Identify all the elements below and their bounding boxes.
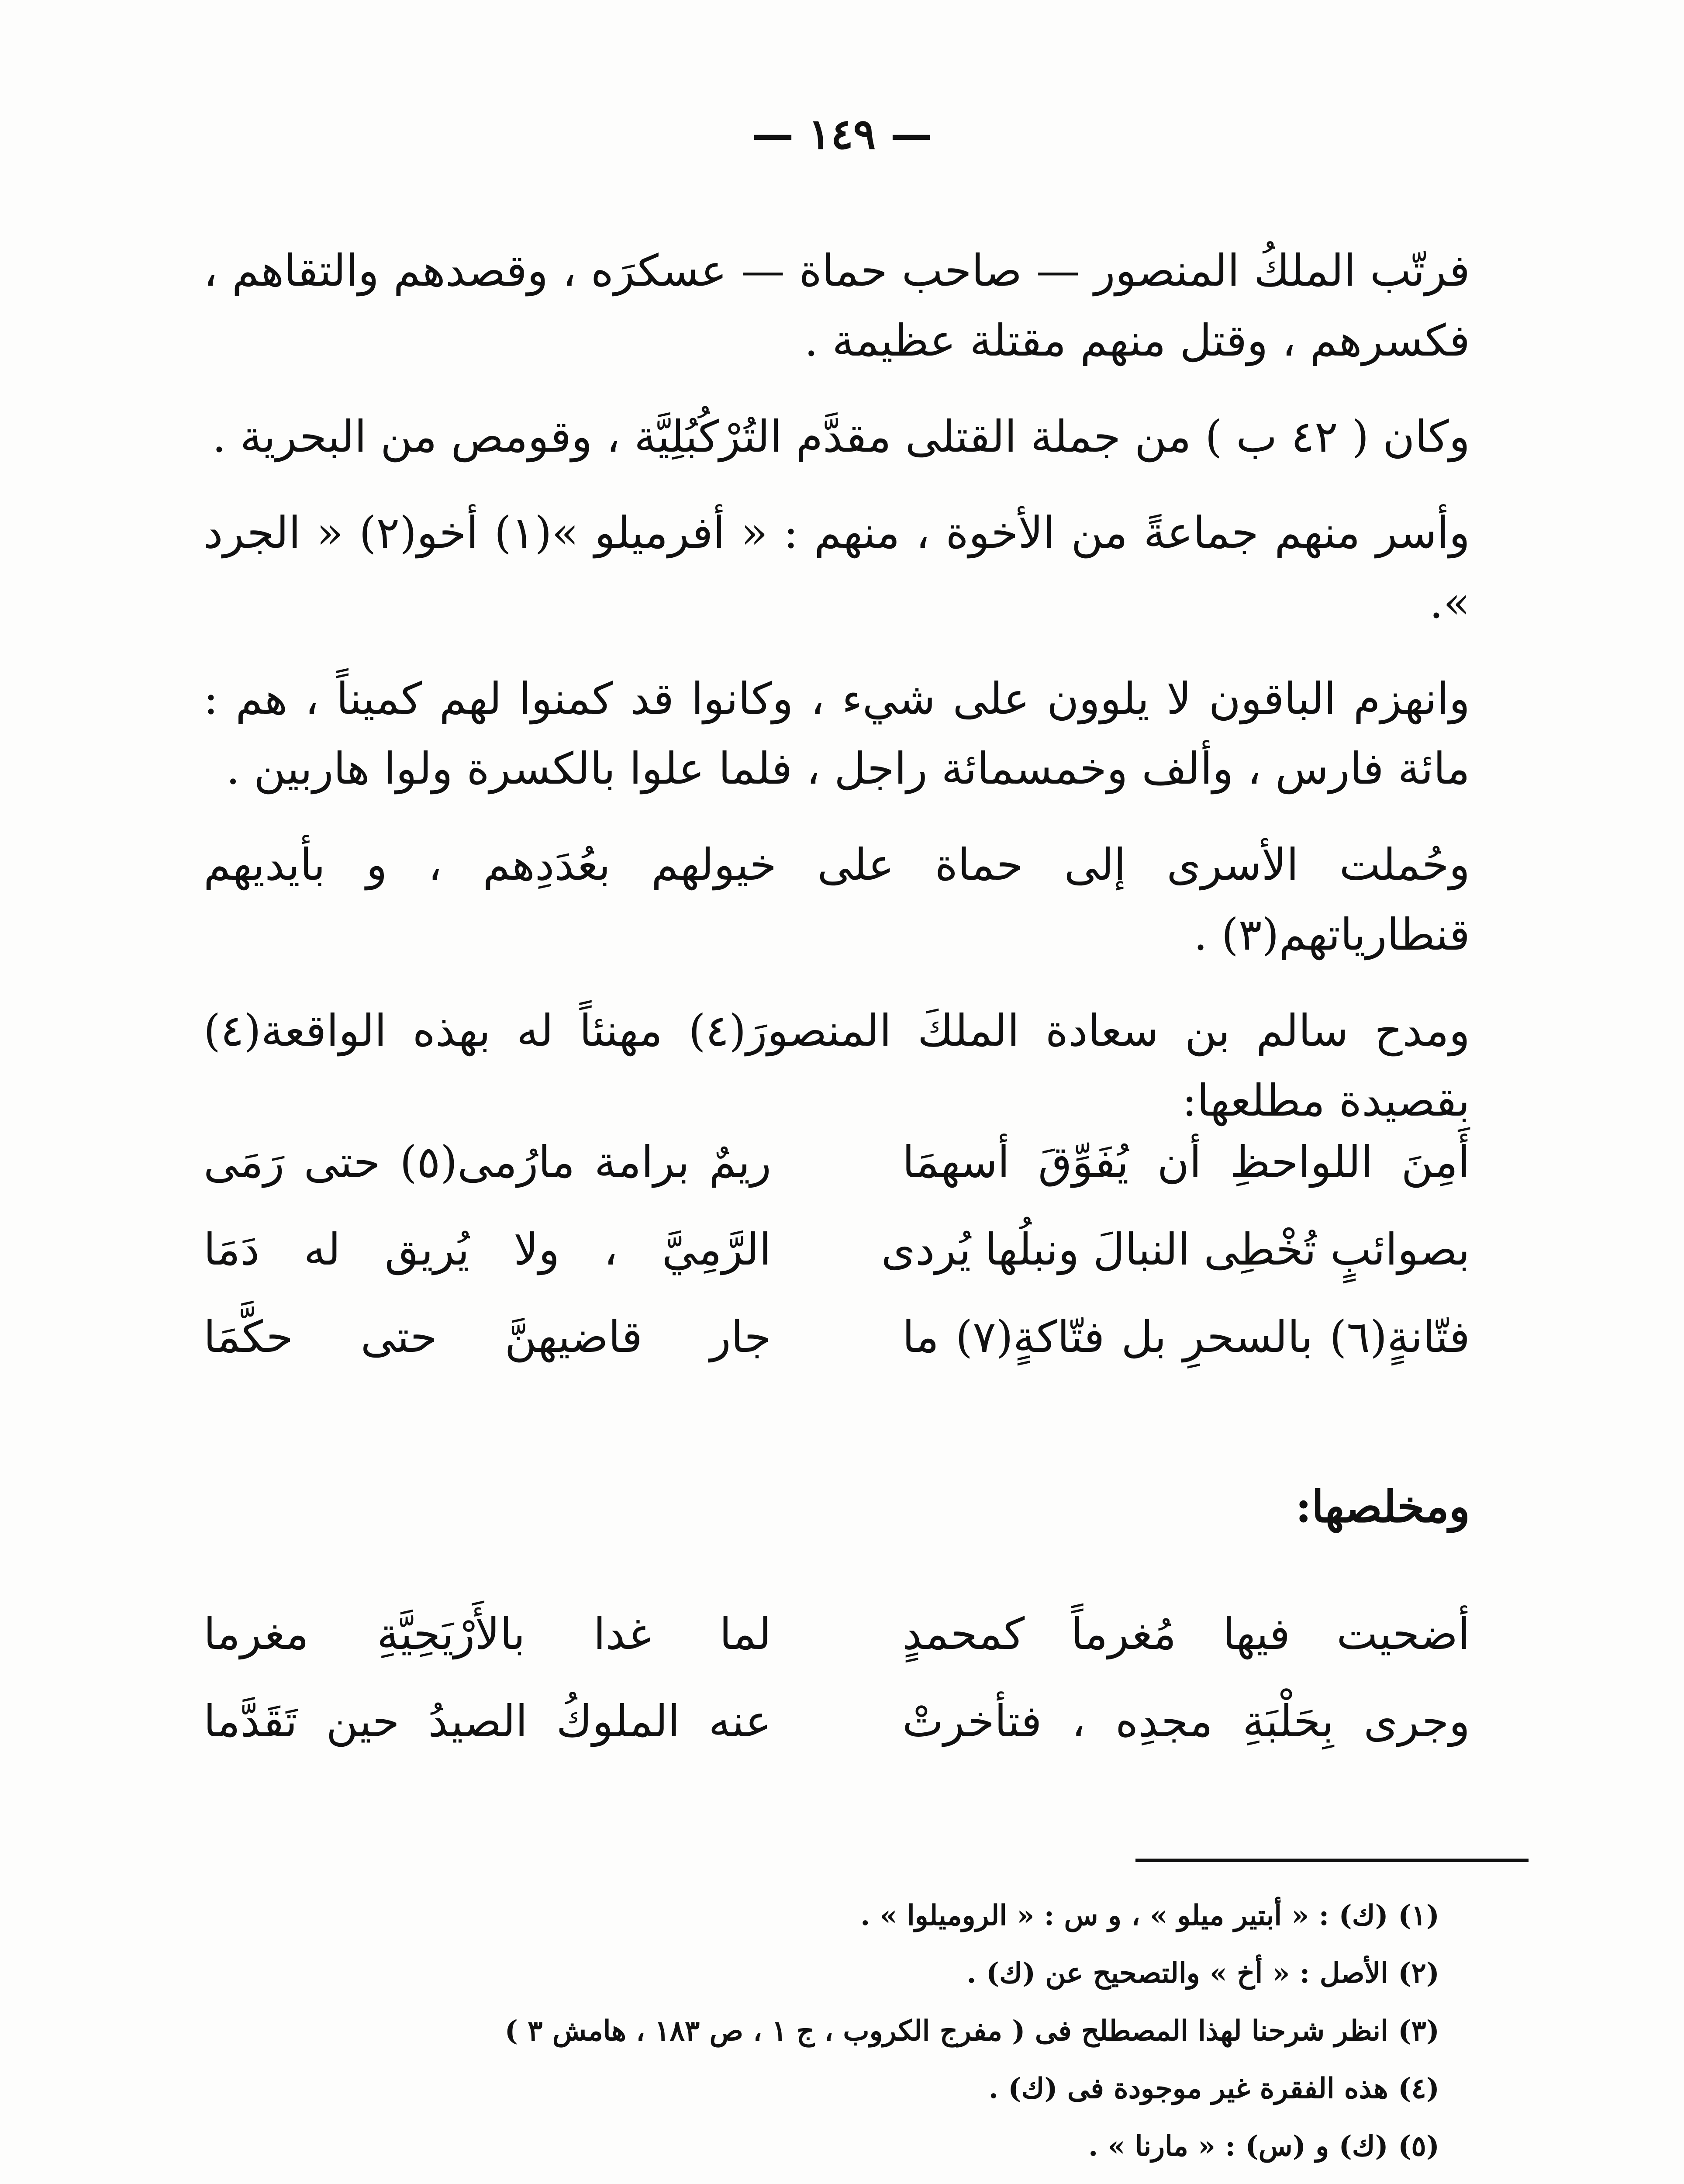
hemistich-first: أضحيت فيها مُغرماً كمحمدٍ [902,1608,1470,1659]
hemistich-first: فتّانةٍ(٦) بالسحرِ بل فتّاكةٍ(٧) ما [902,1311,1470,1362]
footnote-2: (٢) الأصل : « أخ » والتصحيح عن (ك) . [966,1957,1439,1990]
hemistich-first: بصوائبٍ تُخْطِى النبالَ ونبلُها يُردى [881,1223,1470,1275]
paragraph-3: وأسر منهم جماعةً من الأخوة ، منهم : « أفرميلو »(١) أخو(٢) « الجرد ». [204,507,1470,628]
hemistich-second: لما غدا بالأَرْيَحِيَّةِ مغرما [204,1608,771,1659]
prose-section [204,236,1470,1136]
paragraph-4: وانهزم الباقون لا يلوون على شيء ، وكانوا قد كمنوا لهم كميناً ، هم : مائة فارس ، وألف وخمسمائة راجل ، فلما علوا بالكسرة ولوا هاربين . [204,673,1470,794]
verse [204,1206,1470,1293]
hemistich-second: جار قاضيهنَّ حتى حكَّمَا [204,1311,771,1362]
paragraph-1: فرتّب الملكُ المنصور — صاحب حماة — عسكرَه ، وقصدهم والتقاهم ، فكسرهم ، وقتل منهم مقتلة عظيمة . [204,245,1470,366]
verse [204,1118,1470,1206]
hemistich-first: أَمِنَ اللواحظِ أن يُفَوِّقَ أسهمَا [902,1136,1470,1188]
poem-takhallus [204,1590,1470,1765]
hemistich-first: وجرى بِحَلْبَةِ مجدِه ، فتأخرتْ [902,1695,1470,1747]
paragraph-5: وحُملت الأسرى إلى حماة على خيولهم بعُدَدِهم ، و بأيديهم قنطارياتهم(٣) . [204,839,1470,960]
paragraph-6: ومدح سالم بن سعادة الملكَ المنصورَ(٤) مهنئاً له بهذه الواقعة(٤) بقصيدة مطلعها: [204,1005,1470,1126]
footnotes [217,1887,1439,2184]
verse [204,1590,1470,1677]
hemistich-second: عنه الملوكُ الصيدُ حين تَقَدَّما [204,1695,771,1747]
footnote-6 [217,2175,1439,2184]
verse [204,1293,1470,1380]
footnote-1: (١) (ك) : « أبتير ميلو » ، و س : « الروميلوا » . [860,1899,1439,1932]
paragraph-2: وكان ( ٤٢ ب ) من جملة القتلى مقدَّم التُرْكُبُلِيَّة ، وقومص من البحرية . [212,411,1470,462]
poem-subheading: ومخلصها: [1295,1481,1470,1532]
hemistich-second: الرَّمِيَّ ، ولا يُريق له دَمَا [204,1223,771,1275]
hemistich-second: ريمٌ برامة مارُمى(٥) حتى رَمَى [204,1136,771,1188]
verse [204,1677,1470,1765]
footnote-4: (٤) هذه الفقرة غير موجودة فى (ك) . [988,2072,1439,2105]
footnote-3: (٣) انظر شرحنا لهذا المصطلح فى ( مفرج الكروب ، ج ١ ، ص ١٨٣ ، هامش ٣ ) [504,2015,1439,2047]
footnote-5: (٥) (ك) و (س) : « مارنا » . [1088,2130,1439,2163]
poem-opening [204,1118,1470,1380]
page-number: — ١٤٩ — [752,109,932,159]
footnote-divider [1135,1859,1529,1862]
